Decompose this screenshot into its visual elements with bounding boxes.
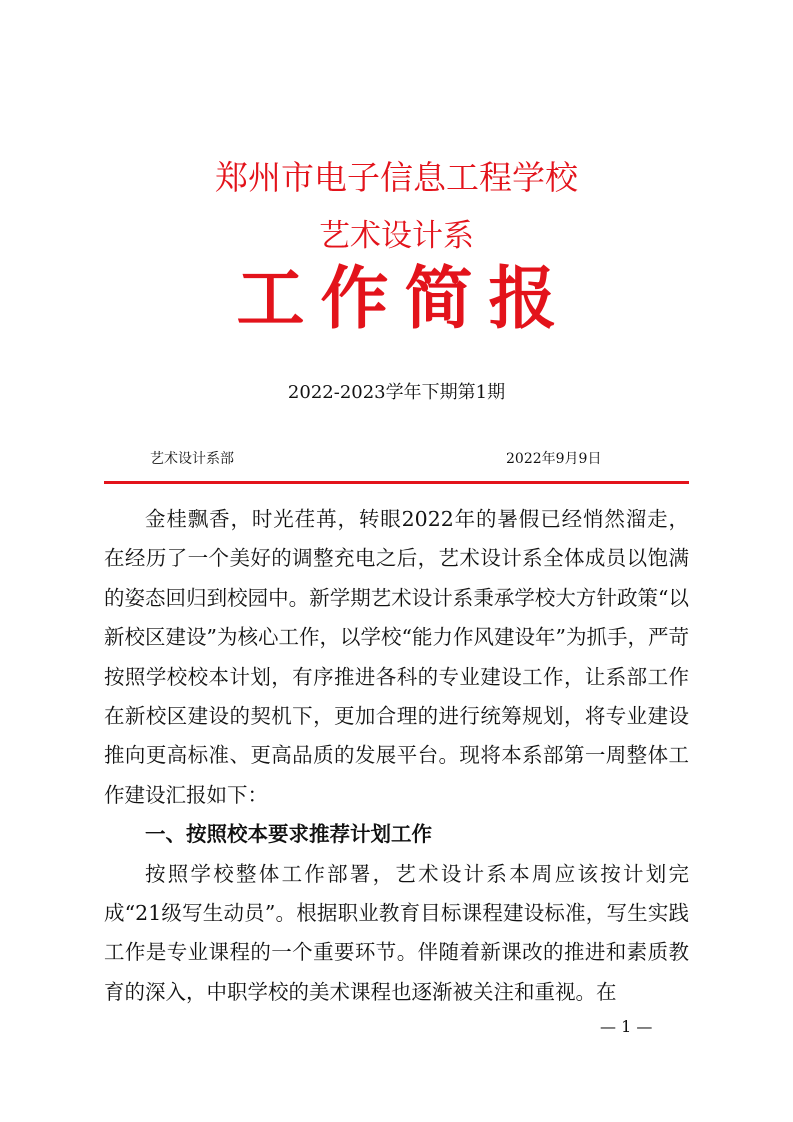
page-number: — 1 — xyxy=(600,1017,653,1036)
issue-date: 2022年9月9日 xyxy=(506,451,602,467)
document-body xyxy=(104,500,689,1012)
school-name: 郑州市电子信息工程学校 xyxy=(215,158,578,197)
briefing-title: 工作简报 xyxy=(236,260,573,339)
header-divider xyxy=(104,481,689,484)
department-name: 艺术设计系 xyxy=(319,218,474,254)
intro-paragraph: 金桂飘香，时光荏苒，转眼2022年的暑假已经悄然溜走，在经历了一个美好的调整充电之后，艺术设计系全体成员以饱满的姿态回归到校园中。新学期艺术设计系秉承学校大方针政策“以新校区建设”为核心工作，以学校“能力作风建设年”为抓手，严苛按照学校校本计划，有序推进各科的专业建设工作，让系部工作在新校区建设的契机下，更加合理的进行统筹规划，将专业建设推向更高标准、更高品质的发展平台。现将本系部第一周整体工作建设汇报如下： xyxy=(104,507,689,807)
section-paragraph: 按照学校整体工作部署，艺术设计系本周应该按计划完成“21级写生动员”。根据职业教育目标课程建设标准，写生实践工作是专业课程的一个重要环节。伴随着新课改的推进和素质教育的深入，中职学校的美术课程也逐渐被关注和重视。在 xyxy=(104,861,689,1004)
section-heading: 一、按照校本要求推荐计划工作 xyxy=(145,822,432,847)
issue-line: 2022-2023学年下期第1期 xyxy=(287,382,506,403)
issuer: 艺术设计系部 xyxy=(150,451,234,467)
